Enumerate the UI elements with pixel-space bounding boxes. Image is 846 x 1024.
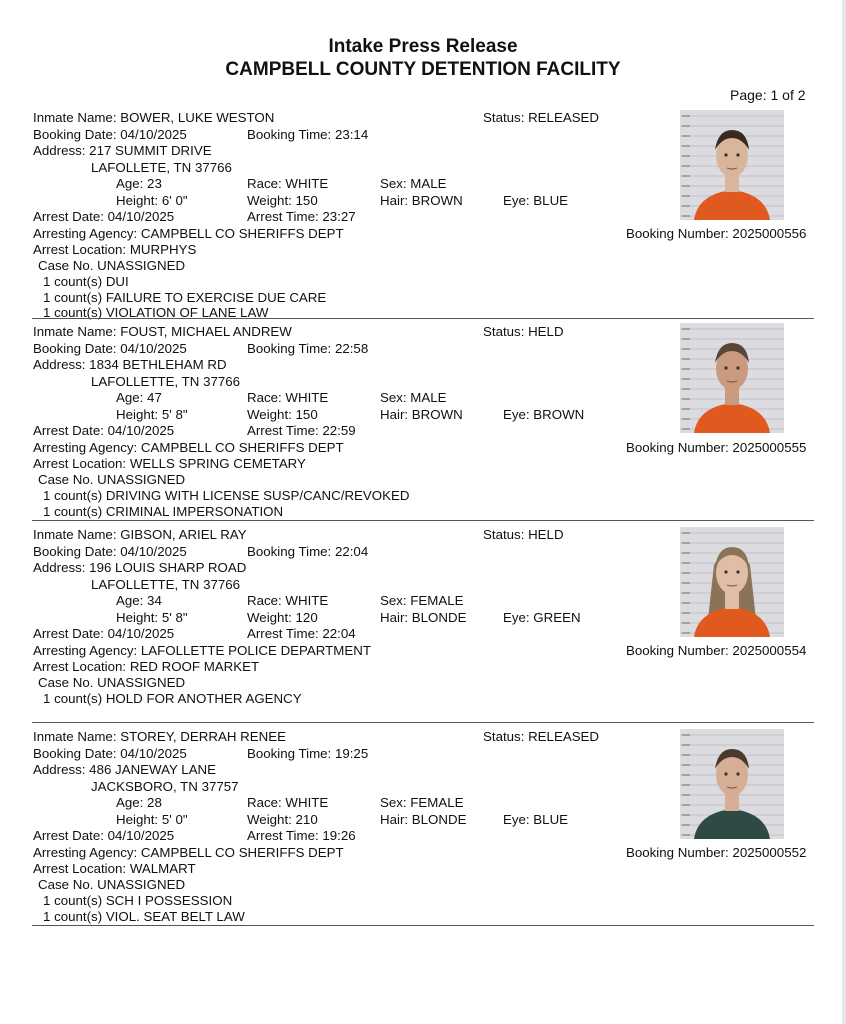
charge-line: 1 count(s) FAILURE TO EXERCISE DUE CARE — [43, 289, 327, 305]
booking-time: Booking Time: 23:14 — [247, 126, 369, 142]
booking-time: Booking Time: 22:58 — [247, 340, 369, 356]
address: Address: 196 LOUIS SHARP ROAD — [33, 560, 247, 575]
booking-number: Booking Number: 2025000554 — [626, 642, 807, 658]
arresting-agency: Arresting Agency: CAMPBELL CO SHERIFFS DEPT — [33, 844, 344, 860]
status-text: Status: HELD — [483, 527, 564, 542]
arrest-date: Arrest Date: 04/10/2025 — [33, 423, 175, 438]
charge-line: 1 count(s) CRIMINAL IMPERSONATION — [43, 503, 284, 519]
booking-number: Booking Number: 2025000556 — [626, 225, 807, 241]
arrest-date: Arrest Date: 04/10/2025 — [33, 209, 175, 224]
charge-line: 1 count(s) DUI — [43, 274, 129, 289]
mugshot-photo — [680, 729, 784, 839]
sex: Sex: MALE — [380, 176, 447, 191]
inmate-name: Inmate Name: STOREY, DERRAH RENEE — [33, 729, 286, 744]
city-state-zip: JACKSBORO, TN 37757 — [91, 778, 239, 794]
booking-date: Booking Date: 04/10/2025 — [33, 543, 187, 559]
height: Height: 5' 0" — [116, 811, 188, 827]
hair-color: Hair: BLONDE — [380, 811, 467, 827]
arresting-agency: Arresting Agency: LAFOLLETTE POLICE DEPARTMENT — [33, 642, 371, 658]
booking-number: Booking Number: 2025000555 — [626, 439, 807, 455]
charge-line: 1 count(s) HOLD FOR ANOTHER AGENCY — [43, 691, 302, 706]
race: Race: WHITE — [247, 176, 329, 191]
record-divider — [32, 318, 814, 319]
arresting-agency: Arresting Agency: CAMPBELL CO SHERIFFS DEPT — [33, 225, 344, 241]
hair-color: Hair: BROWN — [380, 192, 463, 208]
age: Age: 28 — [116, 795, 162, 810]
charge-line: 1 count(s) SCH I POSSESSION — [43, 893, 233, 908]
address: Address: 486 JANEWAY LANE — [33, 762, 217, 777]
booking-date: Booking Date: 04/10/2025 — [33, 340, 187, 356]
arrest-date: Arrest Date: 04/10/2025 — [33, 626, 175, 641]
hair-color: Hair: BLONDE — [380, 609, 467, 625]
height: Height: 6' 0" — [116, 192, 188, 208]
height: Height: 5' 8" — [116, 609, 188, 625]
inmate-name: Inmate Name: FOUST, MICHAEL ANDREW — [33, 324, 292, 339]
inmate-name: Inmate Name: BOWER, LUKE WESTON — [33, 110, 275, 125]
arrest-time: Arrest Time: 22:04 — [247, 626, 356, 641]
age: Age: 47 — [116, 390, 162, 405]
hair-color: Hair: BROWN — [380, 406, 463, 422]
case-number: Case No. UNASSIGNED — [38, 877, 186, 892]
weight: Weight: 210 — [247, 811, 318, 827]
record-divider — [32, 925, 814, 926]
booking-time: Booking Time: 22:04 — [247, 543, 369, 559]
age: Age: 34 — [116, 593, 162, 608]
mugshot-photo — [680, 110, 784, 220]
sex: Sex: FEMALE — [380, 795, 464, 810]
age: Age: 23 — [116, 176, 162, 191]
status-text: Status: RELEASED — [483, 729, 600, 744]
race: Race: WHITE — [247, 593, 329, 608]
arrest-location: Arrest Location: MURPHYS — [33, 242, 197, 257]
charge-line: 1 count(s) DRIVING WITH LICENSE SUSP/CANC/REVOKED — [43, 488, 410, 503]
arresting-agency: Arresting Agency: CAMPBELL CO SHERIFFS DEPT — [33, 439, 344, 455]
arrest-location: Arrest Location: WALMART — [33, 861, 196, 876]
status-text: Status: RELEASED — [483, 110, 600, 125]
facility-name: CAMPBELL COUNTY DETENTION FACILITY — [225, 59, 621, 80]
address: Address: 217 SUMMIT DRIVE — [33, 143, 212, 158]
eye-color: Eye: BLUE — [503, 811, 569, 827]
arrest-location: Arrest Location: WELLS SPRING CEMETARY — [33, 456, 306, 471]
record-divider — [32, 722, 814, 723]
booking-date: Booking Date: 04/10/2025 — [33, 745, 187, 761]
charge-line: 1 count(s) VIOL. SEAT BELT LAW — [43, 908, 245, 924]
status-text: Status: HELD — [483, 324, 564, 339]
case-number: Case No. UNASSIGNED — [38, 675, 186, 690]
address: Address: 1834 BETHLEHAM RD — [33, 357, 227, 372]
sex: Sex: MALE — [380, 390, 447, 405]
city-state-zip: LAFOLLETE, TN 37766 — [91, 159, 232, 175]
eye-color: Eye: GREEN — [503, 609, 581, 625]
city-state-zip: LAFOLLETTE, TN 37766 — [91, 576, 241, 592]
arrest-time: Arrest Time: 23:27 — [247, 209, 356, 224]
arrest-time: Arrest Time: 22:59 — [247, 423, 356, 438]
city-state-zip: LAFOLLETTE, TN 37766 — [91, 373, 241, 389]
race: Race: WHITE — [247, 795, 329, 810]
page-edge — [842, 0, 846, 1024]
race: Race: WHITE — [247, 390, 329, 405]
charge-line: 1 count(s) VIOLATION OF LANE LAW — [43, 305, 269, 320]
inmate-name: Inmate Name: GIBSON, ARIEL RAY — [33, 527, 247, 542]
mugshot-photo — [680, 527, 784, 637]
weight: Weight: 150 — [247, 192, 318, 208]
booking-number: Booking Number: 2025000552 — [626, 844, 807, 860]
mugshot-photo — [680, 323, 784, 433]
booking-date: Booking Date: 04/10/2025 — [33, 126, 187, 142]
eye-color: Eye: BROWN — [503, 406, 585, 422]
case-number: Case No. UNASSIGNED — [38, 472, 186, 487]
weight: Weight: 150 — [247, 406, 318, 422]
case-number: Case No. UNASSIGNED — [38, 258, 186, 273]
page-number: Page: 1 of 2 — [730, 87, 806, 103]
document-title: Intake Press Release — [328, 36, 518, 57]
booking-time: Booking Time: 19:25 — [247, 745, 369, 761]
weight: Weight: 120 — [247, 609, 318, 625]
arrest-date: Arrest Date: 04/10/2025 — [33, 828, 175, 843]
eye-color: Eye: BLUE — [503, 192, 569, 208]
height: Height: 5' 8" — [116, 406, 188, 422]
arrest-location: Arrest Location: RED ROOF MARKET — [33, 659, 260, 674]
record-divider — [32, 520, 814, 521]
sex: Sex: FEMALE — [380, 593, 464, 608]
arrest-time: Arrest Time: 19:26 — [247, 828, 356, 843]
